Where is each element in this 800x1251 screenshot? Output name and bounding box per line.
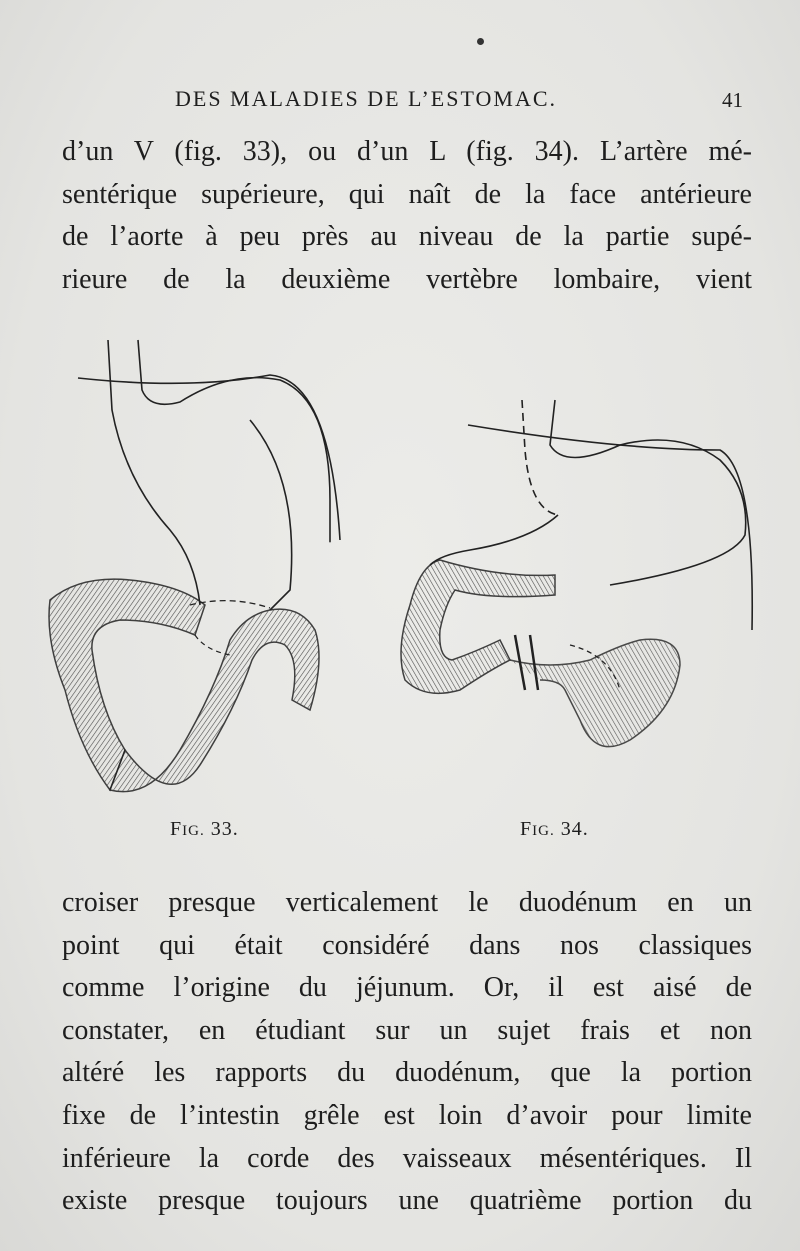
text-line: rieure de la deuxième vertèbre lombaire, vient bbox=[62, 263, 752, 295]
text-line: croiser presque verticalement le duodénum en un bbox=[62, 887, 752, 918]
text-line: sentérique supérieure, qui naît de la face antérieure bbox=[62, 178, 752, 210]
paragraph-bottom bbox=[62, 882, 752, 1223]
caption-initial: F bbox=[170, 818, 183, 840]
caption-smallcaps: IG. bbox=[182, 823, 205, 839]
text-line: constater, en étudiant sur un sujet frais et non bbox=[62, 1014, 752, 1046]
figure-34-illustration bbox=[380, 390, 780, 790]
paragraph-top bbox=[62, 131, 752, 301]
text-line: d’un V (fig. 33), ou d’un L (fig. 34). L’artère mé- bbox=[62, 136, 752, 167]
text-line: de l’aorte à peu près au niveau de la partie supé- bbox=[62, 221, 752, 253]
page-number: 41 bbox=[722, 88, 743, 112]
text-line: altéré les rapports du duodénum, que la portion bbox=[62, 1057, 752, 1089]
figure-33-caption bbox=[170, 818, 239, 841]
running-title: DES MALADIES DE L’ESTOMAC. bbox=[175, 86, 558, 111]
text-line: fixe de l’intestin grêle est loin d’avoir pour limite bbox=[62, 1099, 752, 1131]
text-line: comme l’origine du jéjunum. Or, il est aisé de bbox=[62, 972, 752, 1004]
text-line: point qui était considéré dans nos classiques bbox=[62, 929, 752, 961]
figure-33-illustration bbox=[30, 330, 350, 810]
print-speck bbox=[477, 38, 484, 45]
stomach-outline bbox=[430, 400, 752, 630]
caption-initial: F bbox=[520, 818, 533, 840]
stomach-outline bbox=[78, 340, 340, 610]
figure-34-caption bbox=[520, 818, 589, 841]
caption-number: 34. bbox=[554, 818, 589, 840]
duodenum-v-loop bbox=[49, 579, 319, 791]
text-line: existe presque toujours une quatrième portion du bbox=[62, 1185, 752, 1217]
text-line: inférieure la corde des vaisseaux mésentériques. Il bbox=[62, 1142, 752, 1174]
caption-number: 33. bbox=[204, 818, 239, 840]
caption-smallcaps: IG. bbox=[532, 823, 555, 839]
duodenum-l-loop bbox=[401, 560, 680, 747]
